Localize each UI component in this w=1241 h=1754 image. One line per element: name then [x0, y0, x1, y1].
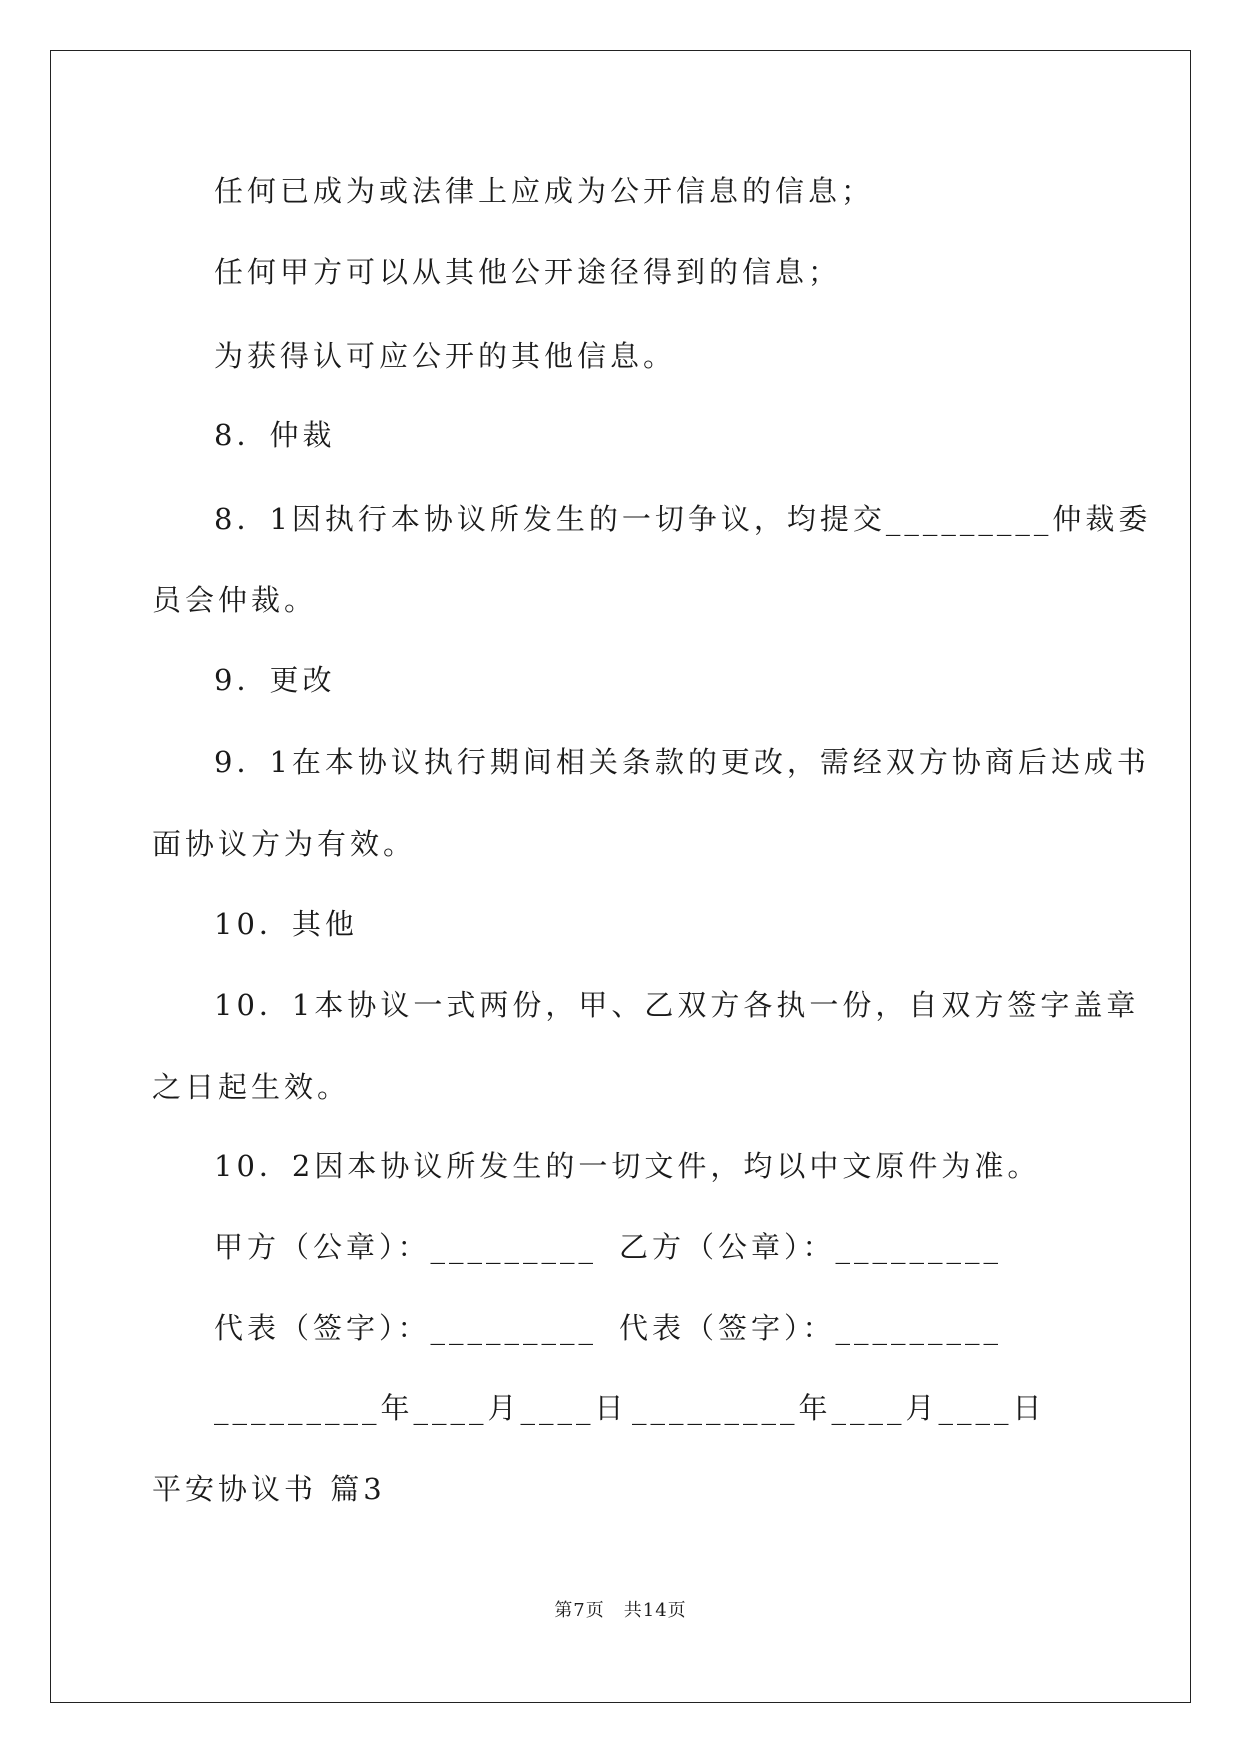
party-a-representative: 代表（签字）：_________: [214, 1311, 598, 1345]
text-line: 8．1因执行本协议所发生的一切争议，均提交_________仲裁委: [214, 502, 1152, 536]
text-line: 为获得认可应公开的其他信息。: [214, 339, 677, 373]
party-b-seal: 乙方（公章）：_________: [619, 1230, 1003, 1264]
party-b-representative: 代表（签字）：_________: [619, 1311, 1003, 1345]
text-line: 任何甲方可以从其他公开途径得到的信息；: [214, 255, 842, 289]
next-section-title: 平安协议书 篇3: [152, 1472, 386, 1506]
text-line: 任何已成为或法律上应成为公开信息的信息；: [214, 174, 875, 208]
page-number: 第7页 共14页: [554, 1600, 687, 1621]
text-line: 之日起生效。: [152, 1070, 351, 1104]
text-line: 10．1本协议一式两份，甲、乙双方各执一份，自双方签字盖章: [214, 988, 1140, 1022]
party-a-seal: 甲方（公章）：_________: [214, 1230, 598, 1264]
text-line: 9．1在本协议执行期间相关条款的更改，需经双方协商后达成书: [214, 745, 1150, 779]
section-heading: 10．其他: [214, 907, 358, 941]
party-a-date: _________年____月____日: [214, 1391, 628, 1425]
text-line: 员会仲裁。: [152, 583, 318, 617]
text-line: 10．2因本协议所发生的一切文件，均以中文原件为准。: [214, 1149, 1041, 1183]
section-heading: 9．更改: [214, 663, 336, 697]
page-border: [50, 50, 1191, 1703]
party-b-date: _________年____月____日: [632, 1391, 1046, 1425]
text-line: 面协议方为有效。: [152, 827, 417, 861]
section-heading: 8．仲裁: [214, 418, 336, 452]
